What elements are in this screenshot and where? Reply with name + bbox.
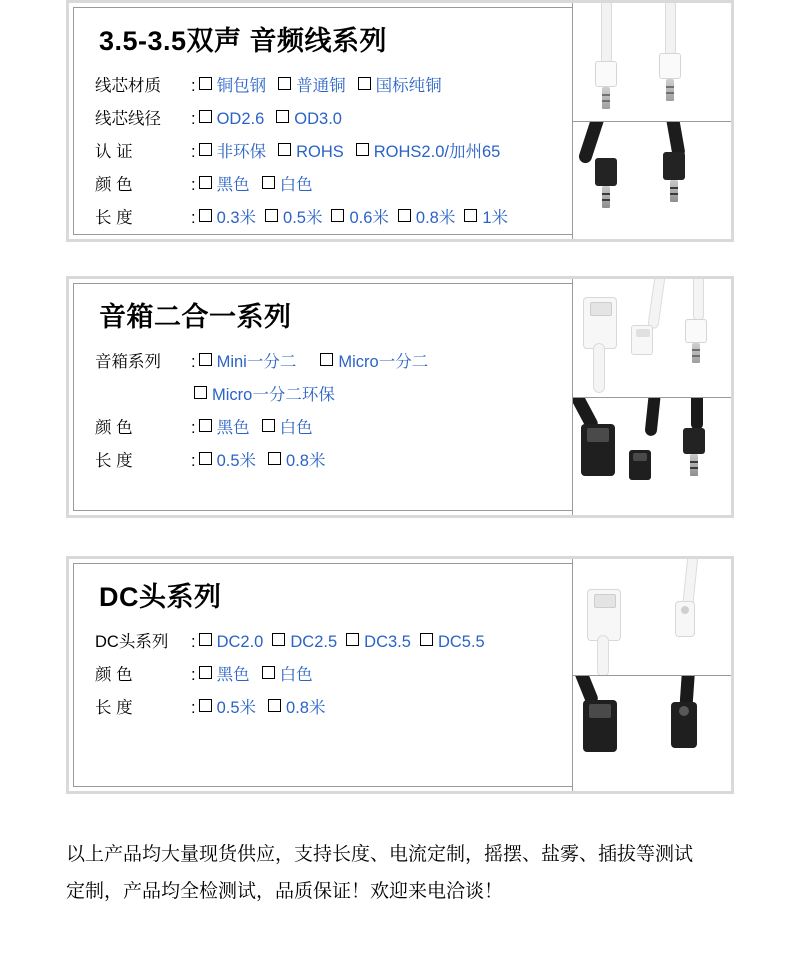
- option-length-05m[interactable]: 0.5米: [199, 694, 256, 718]
- colon: :: [191, 452, 196, 470]
- checkbox-icon[interactable]: [268, 699, 281, 712]
- usb-a-plug-black: [583, 700, 617, 752]
- checkbox-icon[interactable]: [276, 110, 289, 123]
- dc-barrel-plug-white: [675, 601, 695, 637]
- spec-options-certification: [199, 138, 513, 162]
- spec-card-audio-images: [572, 3, 731, 239]
- checkbox-icon[interactable]: [356, 143, 369, 156]
- spec-label-length: 长 度: [95, 699, 133, 717]
- checkbox-icon[interactable]: [199, 77, 212, 90]
- spec-row-length: [95, 694, 572, 718]
- spec-label-color: 颜 色: [95, 176, 133, 194]
- checkbox-icon[interactable]: [420, 633, 433, 646]
- option-black[interactable]: 黑色: [199, 171, 250, 195]
- spec-label-core-diameter: 线芯线径: [95, 110, 161, 128]
- option-length-08m[interactable]: 0.8米: [398, 204, 455, 228]
- option-length-08m[interactable]: 0.8米: [268, 447, 325, 471]
- cable-black-branch-1: [645, 397, 662, 436]
- option-od30[interactable]: OD3.0: [276, 110, 342, 129]
- checkbox-icon[interactable]: [320, 353, 333, 366]
- colon: :: [191, 209, 196, 227]
- checkbox-icon[interactable]: [398, 209, 411, 222]
- spec-options-dc-series: [199, 633, 494, 652]
- spec-options-speaker-series-2: [194, 381, 347, 405]
- spec-card-speaker-images: [572, 279, 731, 515]
- checkbox-icon[interactable]: [331, 209, 344, 222]
- option-mini-one-to-two[interactable]: Mini一分二: [199, 348, 297, 372]
- black-3.5mm-audio-cable-photo: [573, 121, 731, 240]
- usb-a-plug-white: [587, 589, 621, 641]
- spec-row-color: [95, 171, 572, 195]
- spec-row-speaker-series: [95, 348, 572, 372]
- option-standard-pure-copper[interactable]: 国标纯铜: [358, 72, 442, 96]
- option-dc25[interactable]: DC2.5: [272, 633, 337, 652]
- option-non-environmental[interactable]: 非环保: [199, 138, 267, 162]
- option-white[interactable]: 白色: [262, 661, 313, 685]
- checkbox-icon[interactable]: [199, 353, 212, 366]
- spec-row-core-material: [95, 72, 572, 96]
- section-title-speaker: 音箱二合一系列: [99, 302, 292, 332]
- spec-card-dc: [66, 556, 734, 794]
- cable-white-branch-2: [693, 279, 704, 321]
- option-length-08m[interactable]: 0.8米: [268, 694, 325, 718]
- option-white[interactable]: 白色: [262, 414, 313, 438]
- cable-white-branch-1: [648, 279, 667, 329]
- spec-options-color: [199, 414, 325, 438]
- cable-white-trunk: [593, 343, 605, 393]
- micro-usb-plug-white: [631, 325, 653, 355]
- option-length-03m[interactable]: 0.3米: [199, 204, 256, 228]
- cable-white-trunk: [597, 635, 609, 675]
- spec-options-length: [199, 694, 338, 718]
- colon: :: [191, 176, 196, 194]
- checkbox-icon[interactable]: [199, 110, 212, 123]
- colon: :: [191, 353, 196, 371]
- dc-barrel-plug-black: [671, 702, 697, 748]
- option-white[interactable]: 白色: [262, 171, 313, 195]
- colon: :: [191, 143, 196, 161]
- footer-note-line-1: 以上产品均大量现货供应，支持长度、电流定制，摇摆、盐雾、插拔等测试: [66, 844, 694, 865]
- option-copper-clad-steel[interactable]: 铜包钢: [199, 72, 267, 96]
- spec-options-core-material: [199, 72, 454, 96]
- white-usb-to-micro-and-audio-cable-photo: [573, 279, 731, 397]
- spec-options-core-diameter: [199, 110, 354, 129]
- checkbox-icon[interactable]: [262, 176, 275, 189]
- spec-label-certification: 认 证: [95, 143, 133, 161]
- spec-row-length: [95, 447, 572, 471]
- spec-options-length: [199, 204, 517, 228]
- spec-card-speaker: [66, 276, 734, 518]
- checkbox-icon[interactable]: [199, 666, 212, 679]
- mini-usb-plug-black: [629, 450, 651, 480]
- checkbox-icon[interactable]: [464, 209, 477, 222]
- colon: :: [191, 699, 196, 717]
- footer-note-line-2: 定制，产品均全检测试，品质保证！欢迎来电洽谈！: [66, 881, 504, 902]
- spec-label-color: 颜 色: [95, 666, 133, 684]
- checkbox-icon[interactable]: [278, 77, 291, 90]
- option-dc35[interactable]: DC3.5: [346, 633, 411, 652]
- white-3.5mm-audio-cable-photo: [573, 3, 731, 121]
- checkbox-icon[interactable]: [199, 143, 212, 156]
- spec-options-speaker-series: [199, 348, 441, 372]
- option-length-1m[interactable]: 1米: [464, 204, 508, 228]
- colon: :: [191, 77, 196, 95]
- checkbox-icon[interactable]: [199, 419, 212, 432]
- cable-white-right: [665, 3, 676, 59]
- black-usb-to-dc-cable-photo: [573, 675, 731, 792]
- spec-card-speaker-text: [69, 279, 572, 515]
- spec-card-audio: [66, 0, 734, 242]
- usb-a-plug-black: [581, 424, 615, 476]
- option-rohs2-ca65[interactable]: ROHS2.0/加州65: [356, 138, 501, 162]
- option-length-05m[interactable]: 0.5米: [199, 447, 256, 471]
- spec-label-length: 长 度: [95, 452, 133, 470]
- option-black[interactable]: 黑色: [199, 661, 250, 685]
- checkbox-icon[interactable]: [268, 452, 281, 465]
- colon: :: [191, 110, 196, 128]
- section-title-dc: DC头系列: [99, 582, 222, 612]
- footer-note: [66, 836, 756, 910]
- checkbox-icon[interactable]: [199, 633, 212, 646]
- option-black[interactable]: 黑色: [199, 414, 250, 438]
- checkbox-icon[interactable]: [265, 209, 278, 222]
- option-dc20[interactable]: DC2.0: [199, 633, 264, 652]
- option-od26[interactable]: OD2.6: [199, 110, 265, 129]
- section-title-audio: 3.5-3.5双声 音频线系列: [99, 26, 388, 56]
- checkbox-icon[interactable]: [358, 77, 371, 90]
- spec-label-speaker-series: 音箱系列: [95, 353, 161, 371]
- checkbox-icon[interactable]: [262, 666, 275, 679]
- checkbox-icon[interactable]: [262, 419, 275, 432]
- option-micro-one-to-two[interactable]: Micro一分二: [320, 348, 428, 372]
- checkbox-icon[interactable]: [194, 386, 207, 399]
- checkbox-icon[interactable]: [199, 209, 212, 222]
- spec-options-color: [199, 171, 325, 195]
- checkbox-icon[interactable]: [199, 452, 212, 465]
- checkbox-icon[interactable]: [199, 699, 212, 712]
- spec-row-length: [95, 204, 572, 228]
- cable-white-left: [601, 3, 612, 67]
- option-rohs[interactable]: ROHS: [278, 143, 344, 162]
- cable-black-branch-2: [691, 397, 703, 430]
- spec-row-certification: [95, 138, 572, 162]
- spec-card-dc-images: [572, 559, 731, 791]
- spec-label-dc-series: DC头系列: [95, 633, 169, 651]
- spec-label-color: 颜 色: [95, 419, 133, 437]
- colon: :: [191, 633, 196, 651]
- option-micro-one-to-two-eco[interactable]: Micro一分二环保: [194, 381, 335, 405]
- spec-card-dc-text: [69, 559, 572, 791]
- checkbox-icon[interactable]: [278, 143, 291, 156]
- checkbox-icon[interactable]: [199, 176, 212, 189]
- spec-row-speaker-series-2: [194, 381, 572, 405]
- spec-row-color: [95, 414, 572, 438]
- spec-row-color: [95, 661, 572, 685]
- spec-label-length: 长 度: [95, 209, 133, 227]
- checkbox-icon[interactable]: [346, 633, 359, 646]
- colon: :: [191, 419, 196, 437]
- option-length-05m[interactable]: 0.5米: [265, 204, 322, 228]
- spec-row-core-diameter: [95, 105, 572, 129]
- usb-a-plug-white: [583, 297, 617, 349]
- colon: :: [191, 666, 196, 684]
- black-usb-to-mini-and-audio-cable-photo: [573, 397, 731, 516]
- spec-options-color: [199, 661, 325, 685]
- spec-options-length: [199, 447, 338, 471]
- white-usb-to-dc-cable-photo: [573, 559, 731, 675]
- spec-row-dc-series: [95, 628, 572, 652]
- option-common-copper[interactable]: 普通铜: [278, 72, 346, 96]
- option-dc55[interactable]: DC5.5: [420, 633, 485, 652]
- option-length-06m[interactable]: 0.6米: [331, 204, 388, 228]
- spec-card-audio-text: [69, 3, 572, 239]
- spec-label-core-material: 线芯材质: [95, 77, 161, 95]
- checkbox-icon[interactable]: [272, 633, 285, 646]
